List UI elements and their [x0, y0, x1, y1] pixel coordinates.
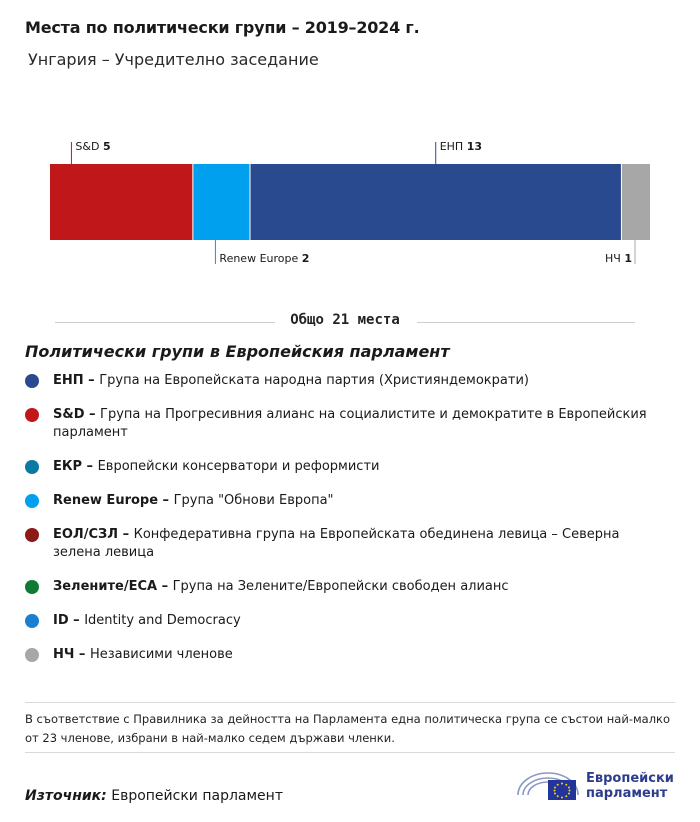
legend-title: Политически групи в Европейския парламент — [25, 342, 450, 361]
legend-dot-icon — [25, 614, 39, 628]
legend-text: Група на Зелените/Европейски свободен алианс — [172, 579, 509, 594]
legend-item — [25, 612, 655, 630]
bar-label-name: S&D — [75, 140, 103, 153]
legend-text: Конфедеративна група на Европейската обединена левица – Северна зелена левица — [53, 527, 620, 560]
legend-dot-icon — [25, 374, 39, 388]
total-seats-label: Общо 21 места — [280, 312, 410, 328]
legend-item — [25, 646, 655, 664]
ep-logo — [514, 765, 684, 805]
bar-label-value: 13 — [466, 140, 483, 153]
legend-item — [25, 492, 655, 510]
bar-segment-renew-europe — [193, 164, 250, 240]
bar-label-нч — [605, 252, 632, 265]
footnote: В съответствие с Правилника за дейността на Парламента една политическа група се състои най-малко от 23 членове, избрани в най-малко седем държави членки. — [25, 712, 671, 745]
chart-subtitle: Унгария – Учредително заседание — [28, 50, 319, 69]
legend-abbr: Renew Europe – — [53, 493, 174, 508]
bar-label-renew-europe — [219, 252, 309, 265]
legend-text: Независими членове — [89, 647, 233, 662]
logo-line1: Европейски — [586, 771, 674, 786]
source-value: Европейски парламент — [106, 788, 283, 804]
bar-segment-s-d — [50, 164, 193, 240]
legend-abbr: S&D – — [53, 407, 101, 422]
legend-text: Група на Европейската народна партия (Християндемократи) — [99, 373, 529, 388]
legend-text: Identity and Democracy — [84, 613, 241, 628]
bar-label-name: ЕНП — [439, 140, 467, 153]
bar-label-value: 2 — [301, 252, 310, 265]
legend-dot-icon — [25, 494, 39, 508]
legend-abbr: ЕОЛ/СЗЛ – — [53, 527, 134, 542]
legend-item — [25, 458, 655, 476]
source-label: Източник: — [25, 788, 107, 804]
chart-title: Места по политически групи – 2019–2024 г. — [25, 18, 420, 37]
legend-item — [25, 578, 655, 596]
legend-dot-icon — [25, 580, 39, 594]
seat-bar-chart — [0, 130, 700, 280]
legend-abbr: ЕНП – — [53, 373, 100, 388]
legend-abbr: НЧ – — [53, 647, 90, 662]
legend-abbr: Зелените/ЕСА – — [53, 579, 173, 594]
legend — [25, 372, 655, 680]
source — [25, 788, 283, 804]
legend-abbr: ID – — [53, 613, 85, 628]
bar-label-s-d — [75, 140, 110, 153]
legend-abbr: ЕКР – — [53, 459, 98, 474]
legend-dot-icon — [25, 408, 39, 422]
divider — [25, 752, 675, 753]
legend-text: Група на Прогресивния алианс на социалистите и демократите в Европейския парламент — [53, 407, 647, 440]
bar-label-name: Renew Europe — [219, 252, 302, 265]
bar-label-енп — [440, 140, 482, 153]
bar-segment-нч — [621, 164, 650, 240]
legend-text: Група "Обнови Европа" — [173, 493, 334, 508]
legend-dot-icon — [25, 528, 39, 542]
bar-label-value: 1 — [624, 252, 632, 265]
legend-item — [25, 372, 655, 390]
bar-label-name: НЧ — [605, 252, 625, 265]
logo-line2: парламент — [586, 786, 668, 801]
divider — [25, 702, 675, 703]
legend-text: Европейски консерватори и реформисти — [97, 459, 380, 474]
total-seats-divider — [55, 312, 635, 332]
legend-dot-icon — [25, 648, 39, 662]
bar-segment-енп — [250, 164, 621, 240]
bar-label-value: 5 — [102, 140, 111, 153]
legend-dot-icon — [25, 460, 39, 474]
legend-item — [25, 406, 655, 442]
legend-item — [25, 526, 655, 562]
hemicycle-flag-icon — [514, 765, 584, 805]
